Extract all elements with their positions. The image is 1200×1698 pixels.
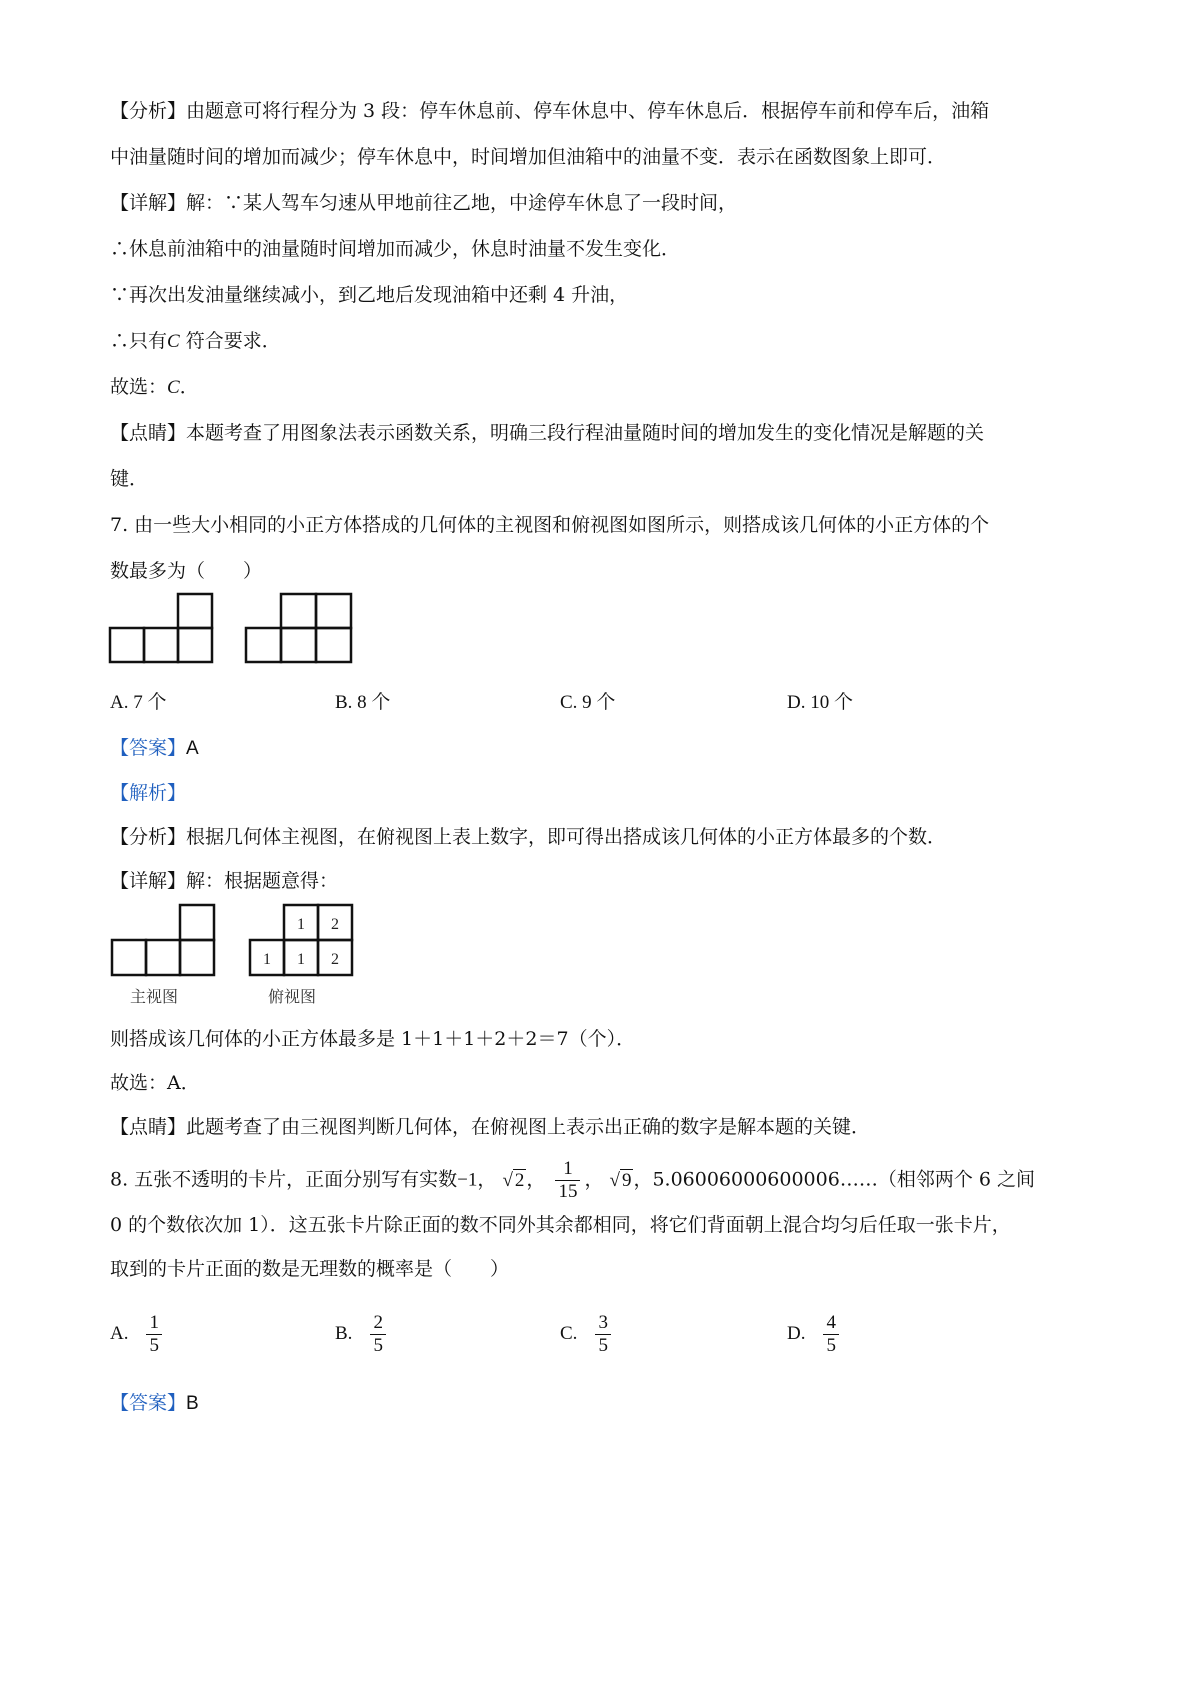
- choose-variable: C: [167, 377, 180, 398]
- front-view-grid: [110, 594, 212, 662]
- therefore-prefix: ∴只有: [110, 330, 168, 352]
- therefore-suffix: 符合要求．: [179, 330, 281, 352]
- top-view-caption: 俯视图: [267, 987, 317, 1006]
- sqrt-nine: √ 9: [609, 1169, 632, 1191]
- q7-fenxi: 【分析】根据几何体主视图，在俯视图上表上数字，即可得出搭成该几何体的小正方体最多的个数．: [110, 826, 947, 848]
- q7-option-c: C. 9 个: [560, 692, 616, 713]
- top-number-r2c1: 1: [263, 951, 271, 968]
- q8-option-c: C. $\frac{3}{5}$: [560, 1312, 615, 1357]
- analysis-paragraph-line2: 中油量随时间的增加而减少；停车休息中，时间增加但油箱中的油量不变．表示在函数图象上即可．: [110, 146, 947, 168]
- analysis-paragraph-line1: 【分析】由题意可将行程分为 3 段：停车休息前、停车休息中、停车休息后．根据停车前和停车后，油箱: [110, 100, 990, 122]
- q7-figure: [100, 590, 400, 680]
- option-variable: C: [167, 331, 180, 352]
- sqrt-two: √ 2: [502, 1169, 525, 1191]
- choose-prefix: 故选：: [110, 376, 168, 398]
- therefore-line-2: [110, 328, 281, 355]
- q7-option-d: D. 10 个: [787, 692, 853, 713]
- q8-stem-line3: 取到的卡片正面的数是无理数的概率是（ ）: [110, 1258, 510, 1280]
- q7-stem-line1: 7. 由一些大小相同的小正方体搭成的几何体的主视图和俯视图如图所示，则搭成该几何体的小正方体的个: [110, 514, 990, 536]
- q8-stem-line2: 0 的个数依次加 1）．这五张卡片除正面的数不同外其余都相同，将它们背面朝上混合均匀后任取一张卡片，: [110, 1214, 1011, 1236]
- q7-choose: 故选：A．: [110, 1072, 200, 1094]
- top-number-r1c2: 2: [331, 916, 339, 933]
- q7-result: 则搭成该几何体的小正方体最多是 1＋1＋1＋2＋2＝7（个）．: [110, 1028, 636, 1050]
- top-number-r2c2: 1: [297, 951, 305, 968]
- fraction-one-fifteenth: $\frac{1}{15}$: [555, 1158, 580, 1203]
- q7-analysis-label: 【解析】: [110, 782, 187, 804]
- sep-2: ，: [526, 1168, 546, 1191]
- answer-label: 【答案】: [110, 737, 187, 759]
- q8-answer-label: 【答案】: [110, 1392, 187, 1414]
- q7-option-a: A. 7 个: [110, 692, 167, 713]
- q7-answer: [110, 735, 199, 762]
- answer-value: A: [186, 738, 199, 759]
- q7-solution-figure: [104, 900, 384, 1012]
- q8-option-a: A. $\frac{1}{5}$: [110, 1312, 166, 1357]
- front-view-caption: 主视图: [129, 987, 179, 1006]
- top-number-r2c3: 2: [331, 951, 339, 968]
- q8-stem-prefix: 8. 五张不透明的卡片，正面分别写有实数: [110, 1168, 458, 1191]
- solution-front-view: [112, 905, 214, 975]
- top-number-r1c1: 1: [297, 916, 305, 933]
- top-view-grid: [246, 594, 351, 662]
- detail-paragraph: 【详解】解：∵某人驾车匀速从甲地前往乙地，中途停车休息了一段时间，: [110, 192, 738, 214]
- q8-option-b: B. $\frac{2}{5}$: [335, 1312, 390, 1357]
- q8-option-d: D. $\frac{4}{5}$: [787, 1312, 843, 1357]
- q8-answer-value: B: [186, 1393, 199, 1414]
- q7-stem-line2: 数最多为（ ）: [110, 560, 263, 582]
- q8-stem-line1: [110, 1158, 1035, 1202]
- because-line: ∵再次出发油量继续减小，到乙地后发现油箱中还剩 4 升油，: [110, 284, 629, 306]
- sep-3: ，: [584, 1168, 604, 1191]
- q7-dianjing: 【点睛】此题考查了由三视图判断几何体，在俯视图上表示出正确的数字是解本题的关键．: [110, 1116, 871, 1138]
- comment-line2: 键．: [110, 468, 149, 490]
- sep-1: ，: [477, 1168, 497, 1191]
- choose-line: [110, 374, 199, 401]
- choose-suffix: ．: [179, 376, 199, 398]
- therefore-line-1: ∴休息前油箱中的油量随时间增加而减少，休息时油量不发生变化．: [110, 238, 681, 260]
- q7-xiangjie: 【详解】解：根据题意得：: [110, 870, 339, 892]
- comment-line1: 【点睛】本题考查了用图象法表示函数关系，明确三段行程油量随时间的增加发生的变化情况是解题的关: [110, 422, 985, 444]
- q7-option-b: B. 8 个: [335, 692, 391, 713]
- q8-answer: [110, 1390, 199, 1417]
- neg-one: −1: [457, 1169, 478, 1191]
- q8-decimal: ，5.06006000600006……（相邻两个 6 之间: [633, 1168, 1035, 1191]
